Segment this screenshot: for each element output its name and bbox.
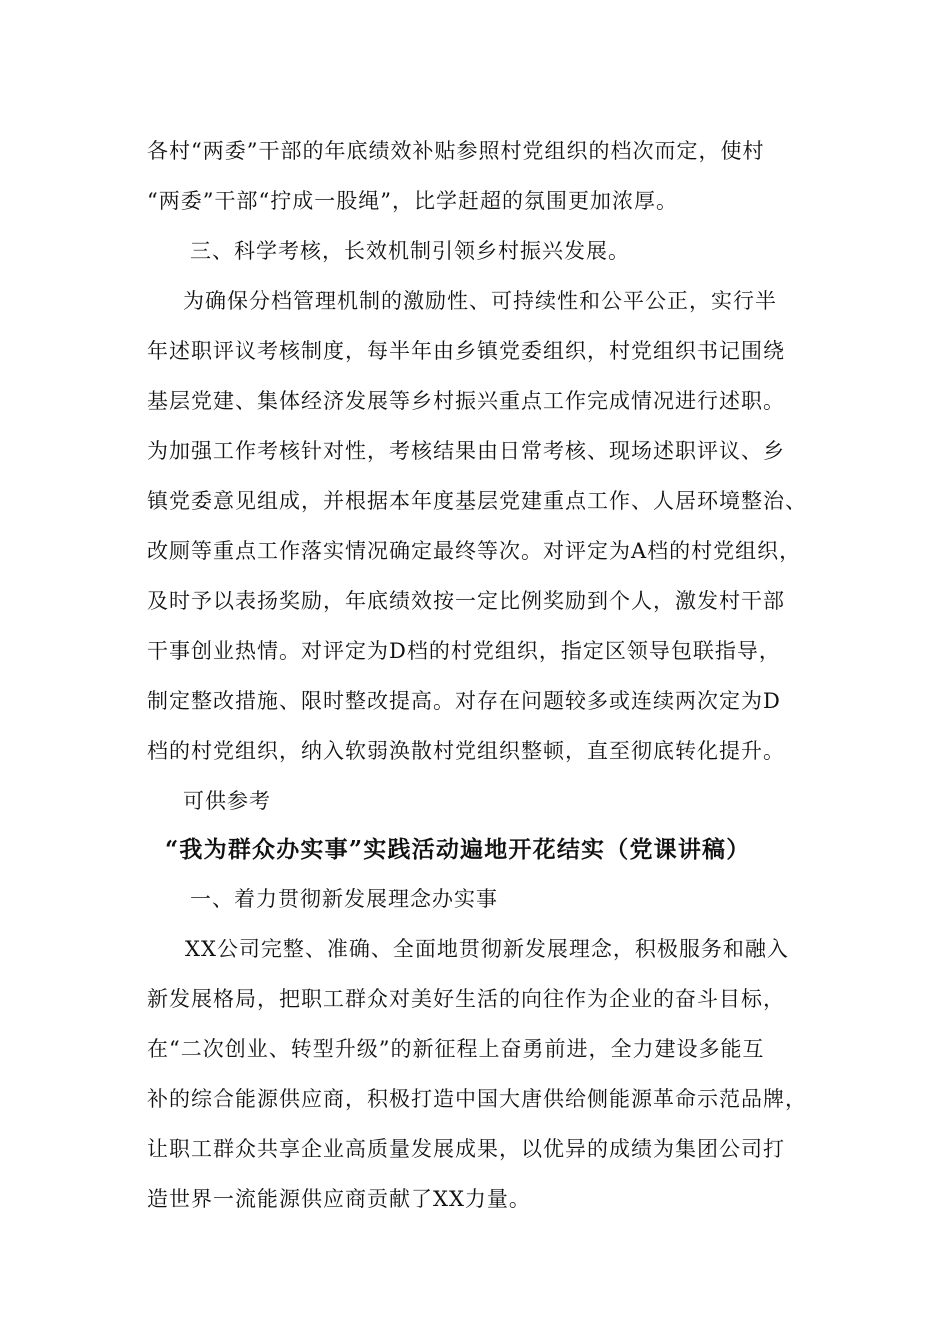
reference-note: 可供参考 [183, 789, 271, 813]
paragraph-line: 各村“两委”干部的年底绩效补贴参照村党组织的档次而定，使村 [147, 139, 765, 163]
paragraph-line: 镇党委意见组成，并根据本年度基层党建重点工作、人居环境整治、 [147, 489, 807, 513]
paragraph-line: 让职工群众共享企业高质量发展成果，以优异的成绩为集团公司打 [147, 1137, 785, 1161]
paragraph-line: 年述职评议考核制度，每半年由乡镇党委组织，村党组织书记围绕 [147, 339, 785, 363]
paragraph-line: 干事创业热情。对评定为D档的村党组织，指定区领导包联指导， [147, 639, 781, 663]
paragraph-line: 档的村党组织，纳入软弱涣散村党组织整顿，直至彻底转化提升。 [147, 739, 785, 763]
paragraph-line: 制定整改措施、限时整改提高。对存在问题较多或连续两次定为D [147, 689, 781, 713]
paragraph-line: 基层党建、集体经济发展等乡村振兴重点工作完成情况进行述职。 [147, 389, 785, 413]
paragraph-line: 为加强工作考核针对性，考核结果由日常考核、现场述职评议、乡 [147, 439, 785, 463]
paragraph-line: 及时予以表扬奖励，年底绩效按一定比例奖励到个人，激发村干部 [147, 589, 785, 613]
paragraph-line: 在“二次创业、转型升级”的新征程上奋勇前进，全力建设多能互 [147, 1037, 765, 1061]
paragraph-line: XX公司完整、准确、全面地贯彻新发展理念，积极服务和融入 [185, 937, 789, 961]
paragraph-line: 为确保分档管理机制的激励性、可持续性和公平公正，实行半 [183, 289, 777, 313]
section-heading: 三、科学考核，长效机制引领乡村振兴发展。 [190, 239, 630, 263]
paragraph-line: 造世界一流能源供应商贡献了XX力量。 [147, 1187, 531, 1211]
article-title: “我为群众办实事”实践活动遍地开花结实（党课讲稿） [165, 836, 751, 863]
section-heading: 一、着力贯彻新发展理念办实事 [190, 887, 498, 911]
paragraph-line: “两委”干部“拧成一股绳”，比学赶超的氛围更加浓厚。 [147, 189, 678, 213]
paragraph-line: 补的综合能源供应商，积极打造中国大唐供给侧能源革命示范品牌， [147, 1087, 807, 1111]
paragraph-line: 改厕等重点工作落实情况确定最终等次。对评定为A档的村党组织， [147, 539, 802, 563]
paragraph-line: 新发展格局，把职工群众对美好生活的向往作为企业的奋斗目标， [147, 987, 785, 1011]
